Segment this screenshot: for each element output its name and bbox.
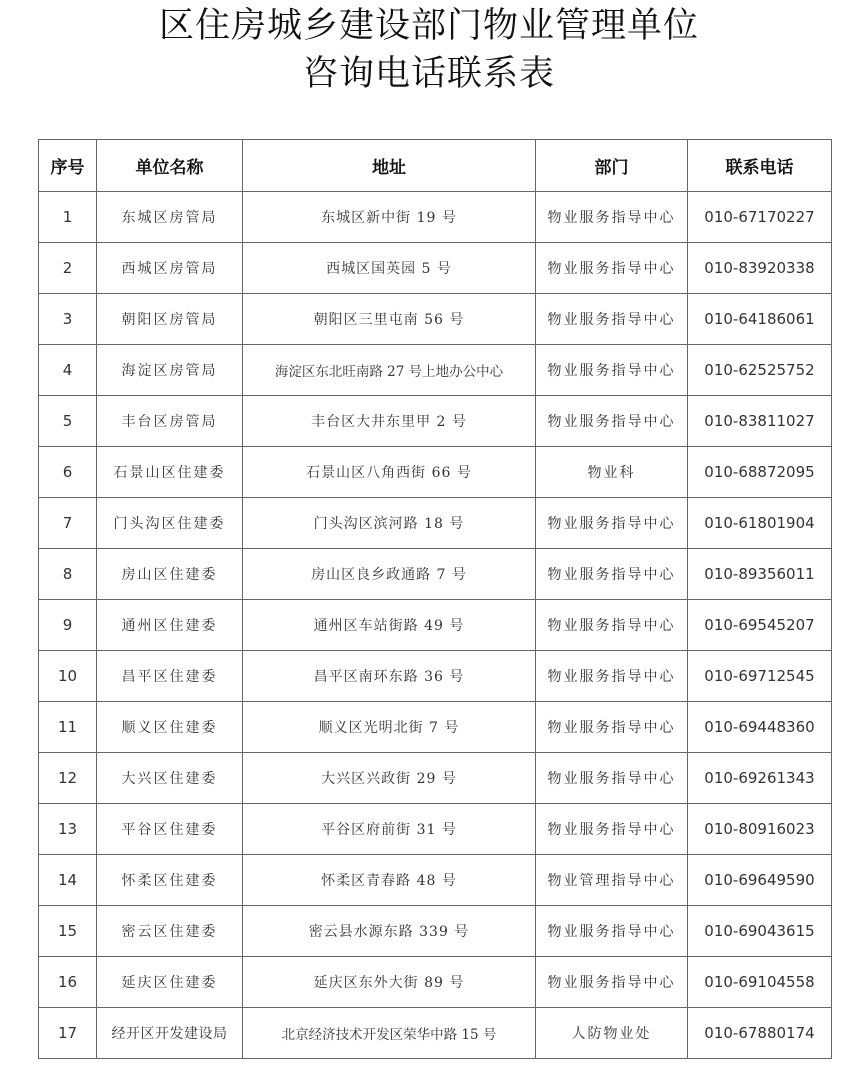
table-row [39, 549, 832, 600]
row-dept: 物业服务指导中心 [536, 804, 688, 855]
table-row [39, 294, 832, 345]
row-phone: 010-61801904 [688, 498, 832, 549]
row-unit: 通州区住建委 [97, 600, 243, 651]
row-address: 顺义区光明北街 7 号 [243, 702, 536, 753]
row-address: 朝阳区三里屯南 56 号 [243, 294, 536, 345]
row-phone: 010-67880174 [688, 1008, 832, 1059]
row-no: 5 [39, 396, 97, 447]
row-no: 7 [39, 498, 97, 549]
row-no: 11 [39, 702, 97, 753]
row-no: 8 [39, 549, 97, 600]
row-phone: 010-69448360 [688, 702, 832, 753]
row-no: 2 [39, 243, 97, 294]
row-no: 4 [39, 345, 97, 396]
row-dept: 物业服务指导中心 [536, 957, 688, 1008]
row-dept: 物业服务指导中心 [536, 243, 688, 294]
page-title-line2: 咨询电话联系表 [302, 54, 555, 94]
row-address: 东城区新中街 19 号 [243, 192, 536, 243]
row-unit: 平谷区住建委 [97, 804, 243, 855]
row-address: 大兴区兴政街 29 号 [243, 753, 536, 804]
table-row [39, 804, 832, 855]
row-address: 怀柔区青春路 48 号 [243, 855, 536, 906]
row-unit: 东城区房管局 [97, 192, 243, 243]
row-dept: 物业服务指导中心 [536, 549, 688, 600]
row-unit: 海淀区房管局 [97, 345, 243, 396]
row-no: 10 [39, 651, 97, 702]
page-title-line1: 区住房城乡建设部门物业管理单位 [158, 6, 699, 46]
row-phone: 010-80916023 [688, 804, 832, 855]
row-address: 北京经济技术开发区荣华中路 15 号 [243, 1008, 536, 1059]
header-phone: 联系电话 [688, 140, 832, 192]
row-phone: 010-62525752 [688, 345, 832, 396]
table-row [39, 498, 832, 549]
row-dept: 物业管理指导中心 [536, 855, 688, 906]
row-phone: 010-69649590 [688, 855, 832, 906]
row-unit: 延庆区住建委 [97, 957, 243, 1008]
row-dept: 物业服务指导中心 [536, 396, 688, 447]
row-dept: 物业服务指导中心 [536, 600, 688, 651]
row-no: 15 [39, 906, 97, 957]
row-dept: 物业服务指导中心 [536, 345, 688, 396]
header-no: 序号 [39, 140, 97, 192]
row-address: 石景山区八角西街 66 号 [243, 447, 536, 498]
row-address: 丰台区大井东里甲 2 号 [243, 396, 536, 447]
row-unit: 经开区开发建设局 [97, 1008, 243, 1059]
row-no: 17 [39, 1008, 97, 1059]
row-dept: 物业服务指导中心 [536, 192, 688, 243]
row-phone: 010-83920338 [688, 243, 832, 294]
row-dept: 物业服务指导中心 [536, 651, 688, 702]
row-unit: 顺义区住建委 [97, 702, 243, 753]
row-address: 房山区良乡政通路 7 号 [243, 549, 536, 600]
table-row [39, 702, 832, 753]
row-phone: 010-69043615 [688, 906, 832, 957]
row-no: 13 [39, 804, 97, 855]
row-no: 1 [39, 192, 97, 243]
row-phone: 010-69104558 [688, 957, 832, 1008]
row-no: 12 [39, 753, 97, 804]
row-address: 延庆区东外大街 89 号 [243, 957, 536, 1008]
row-no: 9 [39, 600, 97, 651]
table-row [39, 192, 832, 243]
row-address: 海淀区东北旺南路 27 号上地办公中心 [243, 345, 536, 396]
row-unit: 石景山区住建委 [97, 447, 243, 498]
row-phone: 010-67170227 [688, 192, 832, 243]
table-row [39, 855, 832, 906]
row-phone: 010-83811027 [688, 396, 832, 447]
row-dept: 物业服务指导中心 [536, 294, 688, 345]
header-dept: 部门 [536, 140, 688, 192]
row-unit: 丰台区房管局 [97, 396, 243, 447]
row-address: 昌平区南环东路 36 号 [243, 651, 536, 702]
row-address: 西城区国英园 5 号 [243, 243, 536, 294]
table-row [39, 753, 832, 804]
table-header-row [39, 140, 832, 192]
row-dept: 物业服务指导中心 [536, 753, 688, 804]
table-row [39, 447, 832, 498]
row-dept: 人防物业处 [536, 1008, 688, 1059]
row-no: 6 [39, 447, 97, 498]
row-phone: 010-69545207 [688, 600, 832, 651]
table-row [39, 1008, 832, 1059]
table-row [39, 243, 832, 294]
row-dept: 物业服务指导中心 [536, 498, 688, 549]
row-unit: 朝阳区房管局 [97, 294, 243, 345]
table-row [39, 396, 832, 447]
row-unit: 房山区住建委 [97, 549, 243, 600]
table-row [39, 345, 832, 396]
row-unit: 大兴区住建委 [97, 753, 243, 804]
contact-table [38, 139, 832, 1059]
row-dept: 物业科 [536, 447, 688, 498]
row-phone: 010-64186061 [688, 294, 832, 345]
row-phone: 010-69261343 [688, 753, 832, 804]
row-address: 平谷区府前街 31 号 [243, 804, 536, 855]
header-address: 地址 [243, 140, 536, 192]
table-row [39, 651, 832, 702]
row-unit: 昌平区住建委 [97, 651, 243, 702]
table-row [39, 600, 832, 651]
row-dept: 物业服务指导中心 [536, 906, 688, 957]
row-address: 密云县水源东路 339 号 [243, 906, 536, 957]
row-unit: 密云区住建委 [97, 906, 243, 957]
table-row [39, 906, 832, 957]
row-unit: 怀柔区住建委 [97, 855, 243, 906]
row-no: 14 [39, 855, 97, 906]
row-phone: 010-68872095 [688, 447, 832, 498]
row-address: 门头沟区滨河路 18 号 [243, 498, 536, 549]
row-phone: 010-69712545 [688, 651, 832, 702]
row-no: 16 [39, 957, 97, 1008]
row-dept: 物业服务指导中心 [536, 702, 688, 753]
table-row [39, 957, 832, 1008]
row-phone: 010-89356011 [688, 549, 832, 600]
row-unit: 门头沟区住建委 [97, 498, 243, 549]
row-no: 3 [39, 294, 97, 345]
header-unit: 单位名称 [97, 140, 243, 192]
row-unit: 西城区房管局 [97, 243, 243, 294]
row-address: 通州区车站街路 49 号 [243, 600, 536, 651]
